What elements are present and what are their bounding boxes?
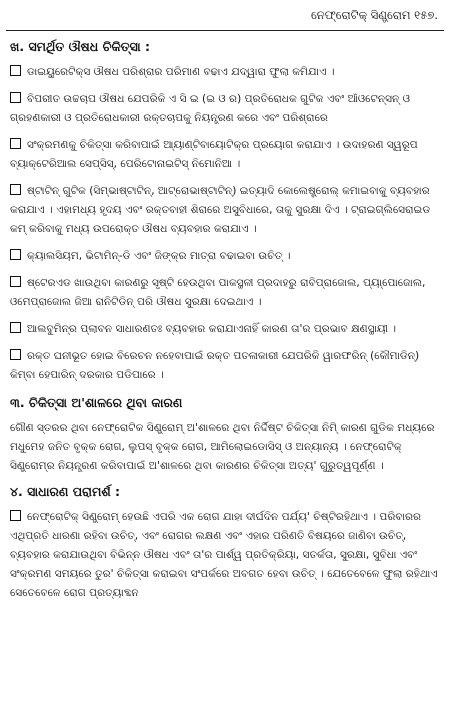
- section-general-advice: [6, 482, 444, 603]
- checkbox-bullet-icon: [10, 510, 21, 521]
- checkbox-bullet-icon: [10, 138, 21, 149]
- bullet-text: ଷ୍ଟେରଏଡ ଖାଉଥିବା କାରଣରୁ ସୃଷ୍ଟି ହେଉଥିବା ପାକସ୍ଥଳୀ ପ୍ରଦାହରୁ ରାବିପ୍ରାଜୋଲ, ପ୍ୟା୍ପୋଜୋଲ, ଓମେପ୍ରାଜୋଲ ଜିଆ ରାନିଟିଡିନ୍ ପରି ଔଷଧ ସୁରକ୍ଷା ଦେଇଥାଏ ।: [10, 277, 426, 308]
- section-heading: ଖ. ସମର୍ଥିତ ଔଷଧ ଚିକିତ୍ସା :: [10, 39, 150, 54]
- bullet-item: [10, 274, 444, 312]
- checkbox-bullet-icon: [10, 322, 21, 333]
- section-heading: ୩. ଚିକିତ୍ସା ଅ'ଶାଳରେ ଥିବା କାରଣ: [10, 395, 183, 410]
- bullet-text: କ୍ୟାଲସିୟମ, ଭିଟାମିନ୍-ଡି ଏବଂ ଜିଙ୍କ୍‌ର ମାତ୍ରା ବଢାଇବା ଉଚିତ୍ ।: [27, 250, 291, 262]
- bullet-text: ସଂକ୍ରମଣକୁ ଚିକିତ୍ସା କରିବାପାଇଁ ଆ୍ୟାଣ୍ଟିବାୟୋଟିକ୍‌ର ପ୍ରୟୋଗ କରାଯାଏ । ଉଦାହରଣ ସ୍ୱରୂପ ବ୍ୟାକ୍ଟେରିଆଲ ସେପ୍‌ସିସ୍, ପେରିଟୋନାଇଟିସ୍ ନିମୋନିଆ ।: [10, 139, 418, 170]
- checkbox-bullet-icon: [10, 65, 21, 76]
- section-underlying-cause-treatment: [6, 393, 444, 476]
- body-paragraph: ଗୌଣ ସ୍ତରର ଥିବା ନେଫ୍ରୋଟିକ ସିଣ୍ଡ୍ରୋମ୍ ଅ'ଶାଳରେ ଥିବା ନିର୍ଦ୍ଦିଷ୍ଟ ଚିକିତ୍ସା ନିମି୍ କାରଣ ଗୁଡିକ ମଧ୍ୟରେ ମଧୁମେହ ଜନିତ ବୃକ୍କ ରୋଗ, ଲୁପସ୍ ବୃକ୍କ ରୋଗ, ଆମିଲୋଇଡୋସିସ୍ ଓ ଅନ୍ୟାନ୍ୟ । ନେଫ୍ରୋଟିକ୍ ସିଣ୍ଡ୍ରୋମ୍‌ର ନିୟନ୍ତ୍ରଣ କରିବାପାଇଁ ଅ'ଶାଳରେ ଥିବା କାରଣର ଚିକିତ୍ସା ଅତ୍ୟ' ଗୁରୁତ୍ୱପୂର୍ଣ୍ଣ ।: [10, 422, 435, 472]
- bullet-text: ଡାଇୟୁରେଟିକ୍ସ ଔଷଧ ପରିଶ୍ରାର ପରିମାଣ ବଢାଏ ଯଦ୍ୱାରା ଫୁଲା କମିଯାଏ ।: [27, 66, 335, 78]
- bullet-text: ନେଫ୍ରୋଟିକ୍ ସିଣ୍ଡ୍ରୋମ୍ ହେଉଛି ଏପରି ଏକ ରୋଗ ଯାହା ଦୀର୍ଘଦିନ ପର୍ଯ୍ୟ' ଚିଷ୍ଟିରହିଥାଏ । ପରିବାରର ଏଥିପ୍ରତି ଧାରଣା ରହିବା ଉଚିତ୍, ଏବଂ ରୋଗର ଲକ୍ଷଣ ଏବଂ ଏହାର ପରିଣତି ବିଷୟରେ ଜାଣିବା ଉଚିତ୍, ବ୍ୟବହାର କରାଯାଉଥିବା ବିଭିନ୍ନ ଔଷଧ ଏବଂ ତା'ର ପାର୍ଶ୍ୱ ପ୍ରତିକ୍ରିୟା, ସତର୍କତା, ସୁରକ୍ଷା, ସୁବିଧା ଏବଂ ସଂକ୍ରମଣ ସମୟରେ ତୁର' ଚିକିତ୍ସା କରାଇବା ସଂପର୍କରେ ଅବଗତ ହେବା ଉଚିତ୍ । ଯେତେବେଳେ ଫୁଲା ରହିଥାଏ ସେତେବେଳେ ରୋଗ ପ୍ରତ୍ୟାବ୍ଦନ: [10, 511, 438, 599]
- checkbox-bullet-icon: [10, 349, 21, 360]
- checkbox-bullet-icon: [10, 276, 21, 287]
- bullet-item: [10, 182, 444, 239]
- checkbox-bullet-icon: [10, 92, 21, 103]
- running-title: ନେଫ୍ରୋଟିକ୍ ସିଣ୍ଡ୍ରୋମ ୧୫୭.: [311, 7, 438, 22]
- bullet-item: [10, 347, 444, 385]
- bullet-text: ବିପରୀତ ଉଚ୍ଚଚାପ ଔଷଧ ଯେପରିକି ଏ ସି ଇ (ଇ ଓ ର) ପ୍ରତିରୋଧକ ଗୁଟିକ ଏବଂ ଆଁଓଟେନ୍‌ସନ୍ ଓ ଗ୍ରହଣକାରୀ ଓ ପ୍ରତିରୋଧକାରୀ ରକ୍ତଚାପକୁ ନିୟନ୍ତ୍ରଣ କରେ ଏବଂ ପରିଶ୍ରାରେ: [10, 93, 410, 124]
- bullet-text: ରକ୍ତ ଘନୀଭୂତ ହୋଇ ବିରେଚନ ନହେବାପାଇଁ ରକ୍ତ ପତଳାକାରୀ ଯେପରିକି ୱାରଫରିନ୍ (କୌମାଡିନ୍) କିମ୍ବା ହେପାରିନ୍ ଦରକାର ପଡିପାରେ ।: [10, 350, 420, 381]
- bullet-text: ଆଲବୁମିନ୍‌ର ପ୍ଲାବନ ସାଧାରଣତଃ ବ୍ୟବହାର କରାଯାଏନାହିଁ କାରଣ ତା'ର ପ୍ରଭାବ କ୍ଷଣସ୍ଥାୟୀ ।: [27, 323, 397, 335]
- section-supportive-drug-therapy: [6, 37, 444, 385]
- checkbox-bullet-icon: [10, 184, 21, 195]
- checkbox-bullet-icon: [10, 249, 21, 260]
- bullet-text: ଷ୍ଟାଟିନ୍ ଗୁଟିକ (ସିମ୍‌ଭାଷ୍ଟାଟିନ୍, ଆଟ୍ରୋଭାଷ୍ଟାଟିନ୍) ଇତ୍ୟାଦି କୋଲେଷ୍ଟ୍ରୋଲ୍ କମାଇବାକୁ ବ୍ୟବହାର କରାଯାଏ । ଏହାମଧ୍ୟ ହୃଦୟ ଏବଂ ରକ୍ତବାହୀ ଶିରାରେ ଅସୁବିଧାରେ, ତାକୁ ସୁରକ୍ଷା ଦିଏ । ଟ୍ରାଇଗ୍ଲିସେରାଇଡ କମ୍ କରିବାକୁ ମଧ୍ୟ ଉପରୋକ୍ତ ଔଷଧ ବ୍ୟବହାର କରାଯାଏ ।: [10, 185, 431, 235]
- bullet-item: [10, 508, 444, 603]
- bullet-item: [10, 63, 444, 82]
- bullet-item: [10, 136, 444, 174]
- running-header: [6, 0, 444, 31]
- bullet-item: [10, 247, 444, 266]
- bullet-item: [10, 320, 444, 339]
- section-heading: ୪. ସାଧାରଣ ପରାମର୍ଶ :: [10, 484, 120, 499]
- bullet-item: [10, 90, 444, 128]
